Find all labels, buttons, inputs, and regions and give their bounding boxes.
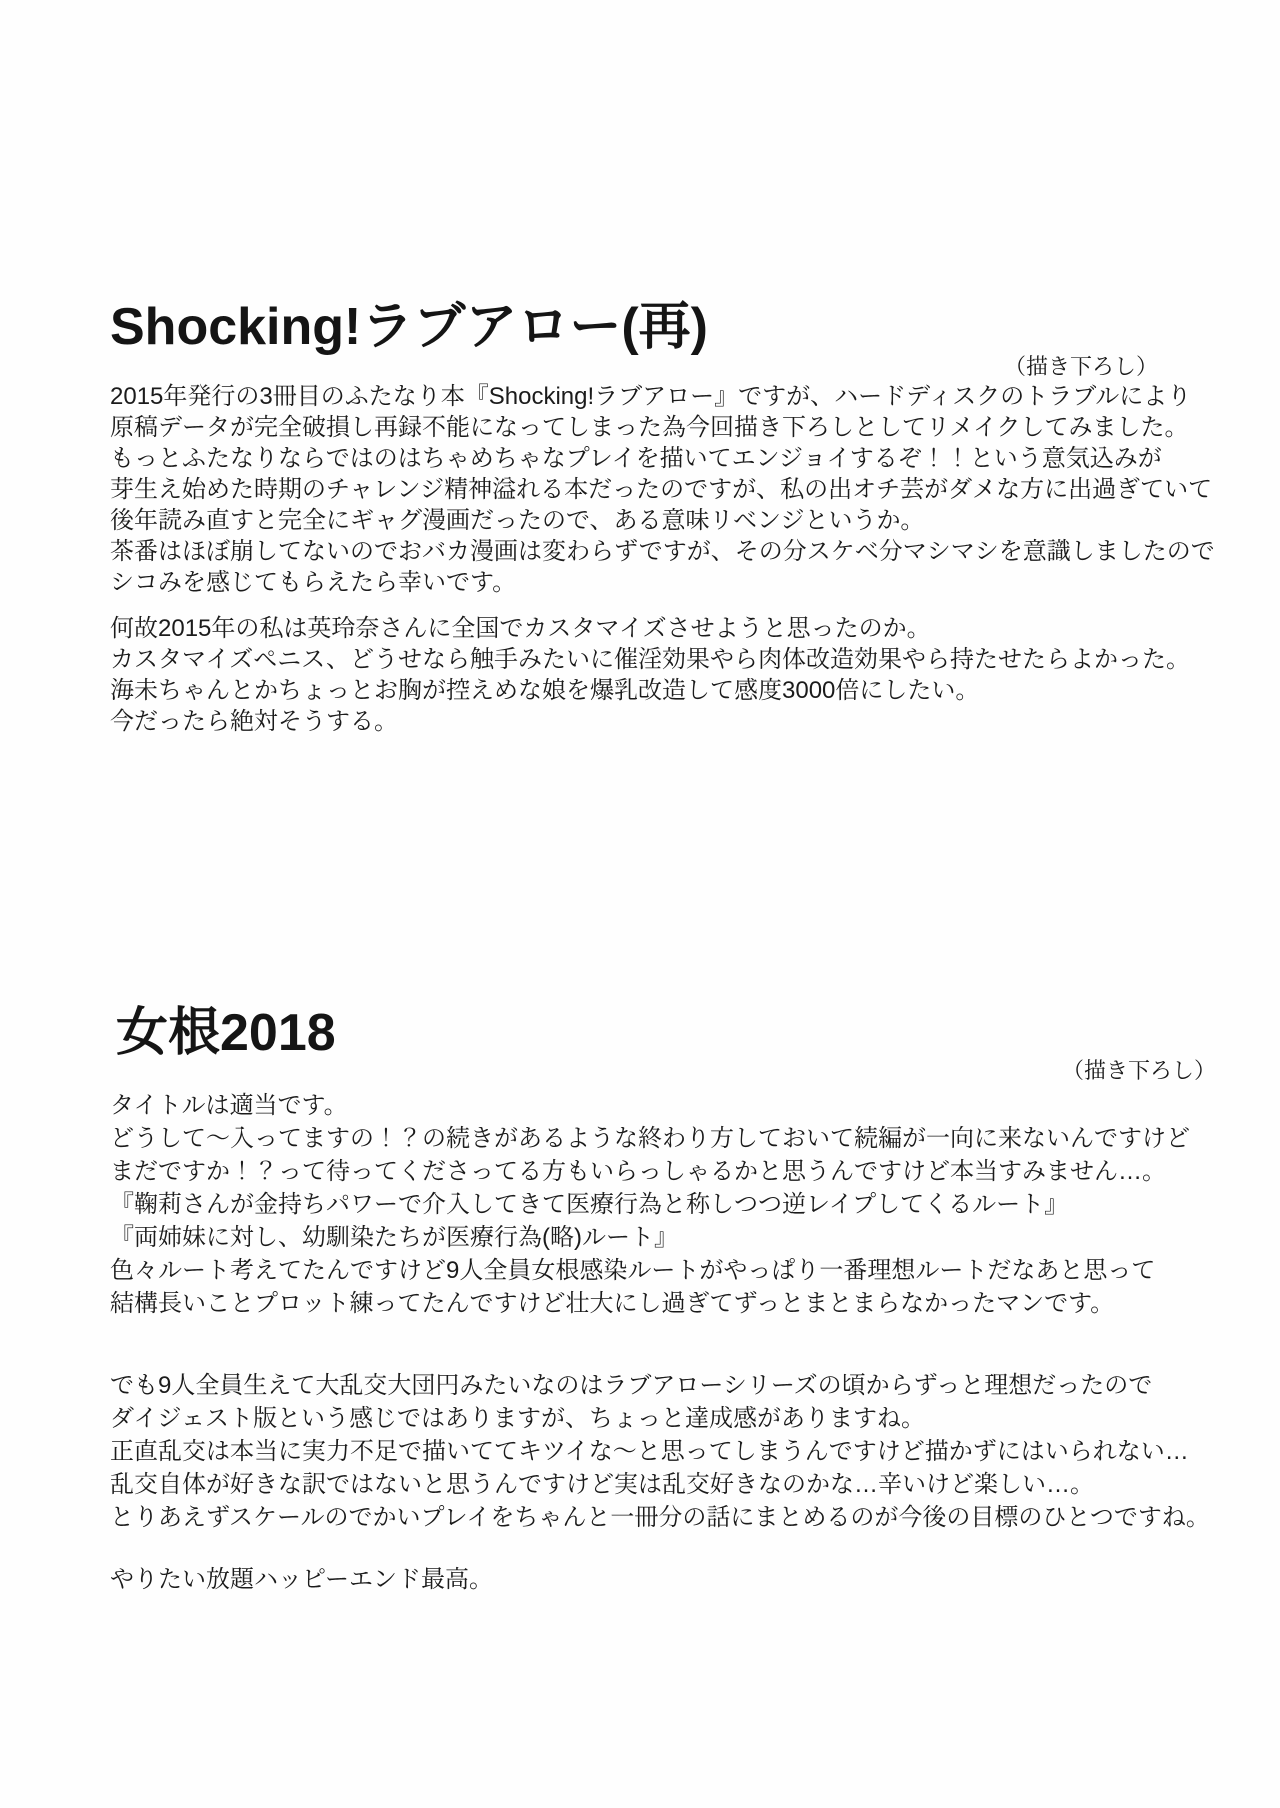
paragraph [110,381,1215,598]
text-line: 何故2015年の私は英玲奈さんに全国でカスタマイズさせようと思ったのか。 [110,615,931,642]
paragraph [110,613,1190,737]
paragraph [110,1563,493,1596]
text-line: 海未ちゃんとかちょっとお胸が控えめな娘を爆乳改造して感度3000倍にしたい。 [110,677,980,704]
text-line: 茶番はほぼ崩してないのでおバカ漫画は変わらずですが、その分スケベ分マシマシを意識しましたので [110,538,1215,565]
text-line: 色々ルート考えてたんですけど9人全員女根感染ルートがやっぱり一番理想ルートだなあと思って [110,1257,1156,1284]
text-line: 『鞠莉さんが金持ちパワーで介入してきて医療行為と称しつつ逆レイプしてくるルート』 [110,1191,1069,1218]
draft-note: （描き下ろし） [1061,1058,1216,1083]
text-line: どうして〜入ってますの！？の続きがあるような終わり方しておいて続編が一向に来ないんですけど [110,1125,1190,1152]
paragraph [110,1089,1190,1320]
text-line: シコみを感じてもらえたら幸いです。 [110,569,517,596]
text-line: ダイジェスト版という感じではありますが、ちょっと達成感がありますね。 [110,1405,926,1432]
draft-note: （描き下ろし） [1003,354,1158,379]
text-line: カスタマイズペニス、どうせなら触手みたいに催淫効果やら肉体改造効果やら持たせたらよかった。 [110,646,1190,673]
text-line: 芽生え始めた時期のチャレンジ精神溢れる本だったのですが、私の出オチ芸がダメな方に出過ぎていて [110,476,1213,503]
text-line: 今だったら絶対そうする。 [110,708,398,735]
section-title: Shocking!ラブアロー(再) [110,298,708,356]
text-line: 後年読み直すと完全にギャグ漫画だったので、ある意味リベンジというか。 [110,507,925,534]
text-line: とりあえずスケールのでかいプレイをちゃんと一冊分の話にまとめるのが今後の目標のひとつですね。 [110,1504,1210,1531]
text-line: 乱交自体が好きな訳ではないと思うんですけど実は乱交好きなのかな…辛いけど楽しい…。 [110,1471,1094,1498]
paragraph [110,1369,1210,1534]
text-line: でも9人全員生えて大乱交大団円みたいなのはラブアローシリーズの頃からずっと理想だったので [110,1372,1153,1399]
text-line: 正直乱交は本当に実力不足で描いててキツイな〜と思ってしまうんですけど描かずにはいられない… [110,1438,1189,1465]
text-line: もっとふたなりならではのはちゃめちゃなプレイを描いてエンジョイするぞ！！という意気込みが [110,445,1162,472]
text-line: 『両姉妹に対し、幼馴染たちが医療行為(略)ルート』 [110,1224,678,1251]
text-line: タイトルは適当です。 [110,1092,348,1119]
text-line: やりたい放題ハッピーエンド最高。 [110,1566,494,1593]
section-title: 女根2018 [116,1004,336,1062]
text-line: まだですか！？って待ってくださってる方もいらっしゃるかと思うんですけど本当すみません…。 [110,1158,1166,1185]
text-line: 2015年発行の3冊目のふたなり本『Shocking!ラブアロー』ですが、ハードディスクのトラブルにより [110,383,1192,410]
text-line: 結構長いことプロット練ってたんですけど壮大にし過ぎてずっとまとまらなかったマンです。 [110,1290,1115,1317]
text-line: 原稿データが完全破損し再録不能になってしまった為今回描き下ろしとしてリメイクしてみました。 [110,414,1189,441]
